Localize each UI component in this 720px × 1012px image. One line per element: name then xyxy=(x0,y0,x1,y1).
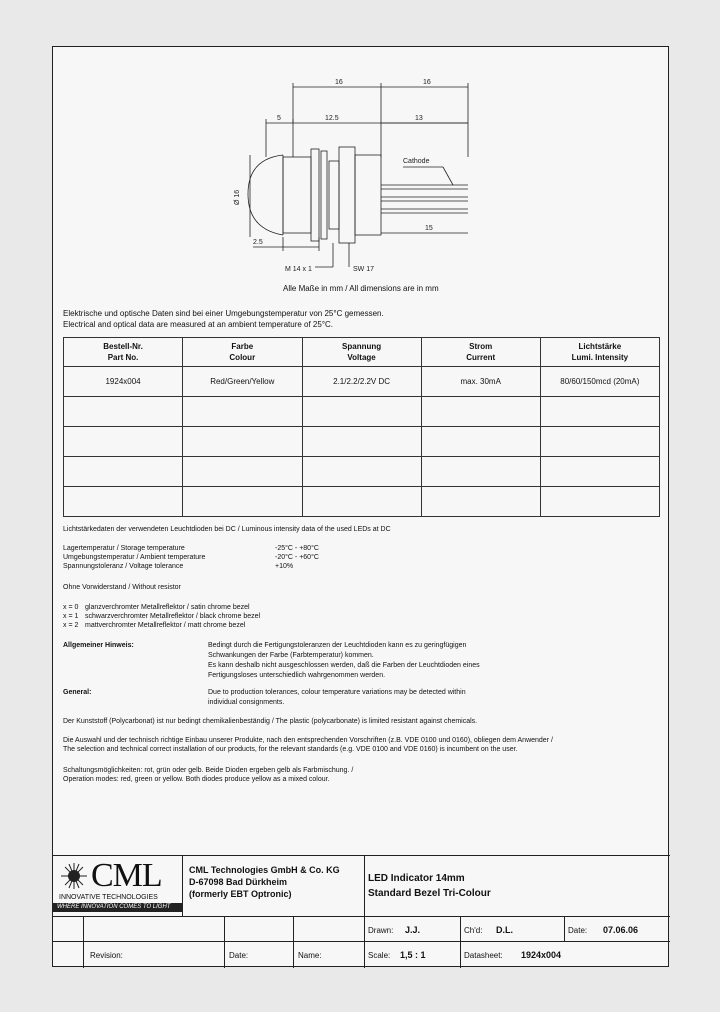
general-en-line-1: individual consignments. xyxy=(208,699,285,706)
revision-cell xyxy=(83,941,225,968)
selection-line-0: Die Auswahl und der technisch richtige Einbau unserer Produkte, nach den entsprechenden Vorschriften (z.B. VDE 0100 und 0160), obliegen dem Anwender / xyxy=(63,737,553,744)
blank-cell xyxy=(53,941,84,968)
dia-label: Ø 16 xyxy=(234,189,241,205)
temp-label-voltage: Spannungstoleranz / Voltage tolerance xyxy=(63,563,184,570)
cell-voltage: 2.1/2.2/2.2V DC xyxy=(302,367,421,397)
modes-line-1: Operation modes: red, green or yellow. Both diodes produce yellow as a mixed colour. xyxy=(63,776,330,783)
datasheet-value: 1924x004 xyxy=(521,950,562,960)
company-name: CML Technologies GmbH & Co. KG xyxy=(189,865,340,875)
cell-colour: Red/Green/Yellow xyxy=(183,367,302,397)
datasheet-label: Datasheet: xyxy=(464,951,503,960)
cml-logo-text: CML xyxy=(91,857,162,894)
table-row xyxy=(64,367,660,397)
bezel-text-0: glanzverchromter Metallreflektor / satin chrome bezel xyxy=(85,604,250,611)
header-part-no: Bestell-Nr. Part No. xyxy=(64,338,183,367)
checked-value: D.L. xyxy=(496,925,513,935)
dim-label-15: 15 xyxy=(425,225,433,232)
spec-table xyxy=(63,337,660,517)
dim-label-16b: 16 xyxy=(423,79,431,86)
revision-date-label: Date: xyxy=(229,951,249,960)
date-value: 07.06.06 xyxy=(603,925,639,935)
table-row xyxy=(64,397,660,427)
blank-cell xyxy=(224,916,294,942)
sw-label: SW 17 xyxy=(353,266,375,273)
dim-label-16a: 16 xyxy=(335,79,343,86)
date-cell xyxy=(564,916,670,942)
datasheet-cell xyxy=(460,941,670,968)
revision-date-cell xyxy=(224,941,294,968)
intro-de: Elektrische und optische Daten sind bei einer Umgebungstemperatur von 25°C gemessen. xyxy=(63,309,384,318)
product-subtitle: Standard Bezel Tri-Colour xyxy=(368,888,491,899)
company-address: D-67098 Bad Dürkheim xyxy=(189,877,288,887)
company-former: (formerly EBT Optronic) xyxy=(189,889,292,899)
technical-drawing xyxy=(53,47,670,297)
product-cell xyxy=(364,855,670,917)
drawn-value: J.J. xyxy=(405,925,421,935)
header-intensity: Lichtstärke Lumi. Intensity xyxy=(540,338,659,367)
resistor-note: Ohne Vorwiderstand / Without resistor xyxy=(63,584,181,591)
scale-label: Scale: xyxy=(368,951,391,960)
datasheet-sheet xyxy=(52,46,669,967)
scale-cell xyxy=(364,941,461,968)
bezel-code-1: x = 1 xyxy=(63,613,79,620)
blank-cell xyxy=(293,916,365,942)
company-cell xyxy=(182,855,365,917)
drawn-label: Drawn: xyxy=(368,926,394,935)
table-header-row xyxy=(64,338,660,367)
plastic-note: Der Kunststoff (Polycarbonat) ist nur bedingt chemikalienbeständig / The plastic (polycarbonate) is limited resistant against chemicals. xyxy=(63,718,478,725)
scale-value: 1,5 : 1 xyxy=(400,950,426,960)
table-row xyxy=(64,427,660,457)
temp-value-voltage: +10% xyxy=(275,563,294,570)
cell-current: max. 30mA xyxy=(421,367,540,397)
modes-line-0: Schaltungsmöglichkeiten: rot, grün oder gelb. Beide Dioden ergeben gelb als Farbmischung. / xyxy=(63,767,354,774)
general-de-label: Allgemeiner Hinweis: xyxy=(63,642,134,649)
general-de-line-0: Bedingt durch die Fertigungstoleranzen der Leuchtdioden kann es zu geringfügigen xyxy=(208,642,467,649)
cml-starburst-icon xyxy=(59,861,89,891)
lumi-note: Lichtstärkedaten der verwendeten Leuchtdioden bei DC / Luminous intensity data of the used LEDs at DC xyxy=(63,526,391,533)
bezel-code-0: x = 0 xyxy=(63,604,79,611)
cathode-label: Cathode xyxy=(403,158,430,165)
blank-cell xyxy=(53,916,84,942)
lens-dome xyxy=(248,155,283,235)
dim-label-13: 13 xyxy=(415,115,423,122)
revision-label: Revision: xyxy=(90,951,123,960)
table-row xyxy=(64,457,660,487)
selection-line-1: The selection and technical correct installation of our products, for the relevant standards (e.g. VDE 0100 and VDE 0160) is incumbent on the user. xyxy=(63,746,518,753)
checked-label: Ch'd: xyxy=(464,926,483,935)
thread-label: M 14 x 1 xyxy=(285,266,312,273)
temp-label-storage: Lagertemperatur / Storage temperature xyxy=(63,545,185,552)
dimensions-caption: Alle Maße in mm / All dimensions are in mm xyxy=(283,284,439,293)
cell-intensity: 80/60/150mcd (20mA) xyxy=(540,367,659,397)
general-en-line-0: Due to production tolerances, colour temperature variations may be detected within xyxy=(208,689,466,696)
drawn-cell xyxy=(364,916,461,942)
temp-label-ambient: Umgebungstemperatur / Ambient temperature xyxy=(63,554,206,561)
checked-cell xyxy=(460,916,565,942)
bezel-code-2: x = 2 xyxy=(63,622,79,629)
cml-logo-tagline: WHERE INNOVATION COMES TO LIGHT xyxy=(57,904,171,910)
product-title: LED Indicator 14mm xyxy=(368,873,465,884)
general-de-line-3: Fertigungsloses unterschiedlich wahrgenommen werden. xyxy=(208,672,386,679)
header-voltage: Spannung Voltage xyxy=(302,338,421,367)
intro-en: Electrical and optical data are measured at an ambient temperature of 25°C. xyxy=(63,320,334,329)
cell-part-no: 1924x004 xyxy=(64,367,183,397)
bezel-text-1: schwarzverchromter Metallreflektor / black chrome bezel xyxy=(85,613,261,620)
logo-cell xyxy=(53,855,183,917)
name-label: Name: xyxy=(298,951,322,960)
date-label: Date: xyxy=(568,926,588,935)
general-de-line-2: Es kann deshalb nicht ausgeschlossen werden, daß die Farben der Leuchtdioden eines xyxy=(208,662,480,669)
temp-value-storage: -25°C - +80°C xyxy=(275,545,319,552)
name-cell xyxy=(293,941,365,968)
general-de-line-1: Schwankungen der Farbe (Farbtemperatur) kommen. xyxy=(208,652,374,659)
cml-logo-sub: INNOVATIVE TECHNOLOGIES xyxy=(59,894,158,901)
temp-value-ambient: -20°C - +60°C xyxy=(275,554,319,561)
general-en-label: General: xyxy=(63,689,92,696)
blank-cell xyxy=(83,916,225,942)
dim-label-2-5: 2.5 xyxy=(253,239,263,246)
bezel-text-2: mattverchromter Metallreflektor / matt chrome bezel xyxy=(85,622,246,629)
dim-label-5: 5 xyxy=(277,115,281,122)
header-colour: Farbe Colour xyxy=(183,338,302,367)
table-row xyxy=(64,487,660,517)
header-current: Strom Current xyxy=(421,338,540,367)
dim-label-12-5: 12.5 xyxy=(325,115,339,122)
